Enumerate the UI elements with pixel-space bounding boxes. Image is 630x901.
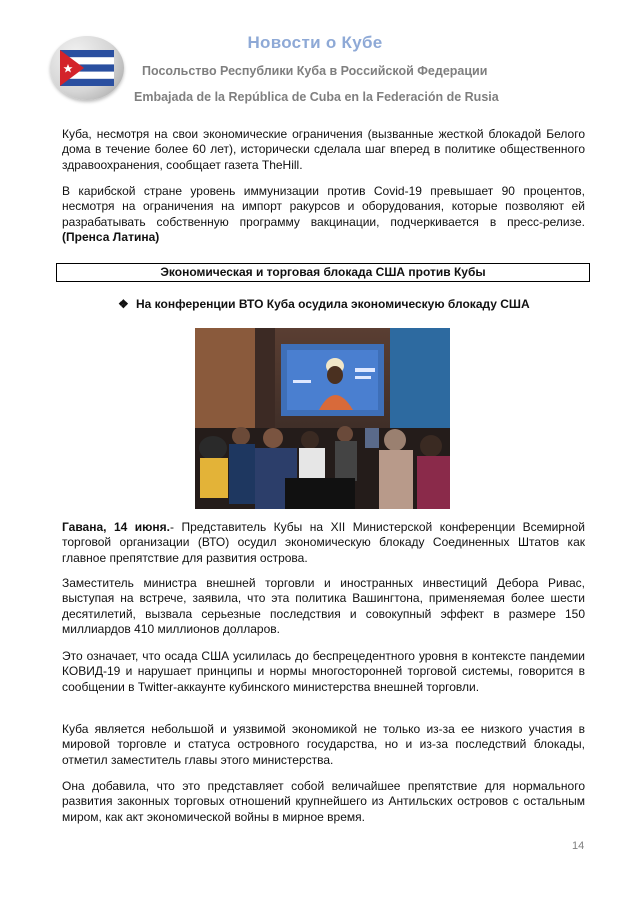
conference-photo xyxy=(195,328,450,509)
article-lead xyxy=(62,520,585,566)
section-banner: Экономическая и торговая блокада США против Кубы xyxy=(56,263,590,282)
bullet-headline xyxy=(118,297,530,311)
article-paragraph: Куба является небольшой и уязвимой экономикой не только из-за ее низкого участия в мировой торговле и статуса островного государства, но и из-за последствий блокады, отметил заместитель главы этого министерства. xyxy=(62,722,585,767)
embassy-name-ru: Посольство Республики Куба в Российской Федерации xyxy=(142,64,488,78)
page-number: 14 xyxy=(572,840,585,852)
article-paragraph: Заместитель министра внешней торговли и иностранных инвестиций Дебора Ривас, выступая на встрече, заявила, что эта политика Вашингтона, применяемая более шести десятилетий, вызвала серьезные последствия и совокупный эффект в размере 150 миллиардов 410 миллионов долларов. xyxy=(62,576,585,636)
page-header xyxy=(0,0,630,115)
paragraph-immunization-text: В карибской стране уровень иммунизации против Covid-19 превышает 90 процентов, несмотря на ограничения на импорт ракурсов и оборудования, которые позволяют ей разрабатывать собственную программу вакцинации, подчеркивается в пресс-релизе. xyxy=(62,184,585,229)
article-paragraph: Это означает, что осада США усилилась до беспрецедентного уровня в контексте пандемии КОВИД-19 и нарушает принципы и нормы многосторонней торговой системы, говорится в сообщении в Twitter-аккаунте кубинского министерства внешней торговли. xyxy=(62,649,585,694)
embassy-name-es: Embajada de la República de Cuba en la Federación de Rusia xyxy=(134,90,499,104)
paragraph-health-policy: Куба, несмотря на свои экономические ограничения (вызванные жесткой блокадой Белого дома в течение более 60 лет), исторически сделала шаг вперед в политике общественного здравоохранения, сообщает газета TheHill. xyxy=(62,127,585,172)
diamond-bullet-icon: ❖ xyxy=(118,297,129,311)
headline-text: На конференции ВТО Куба осудила экономическую блокаду США xyxy=(136,297,530,311)
article-dateline: Гавана, 14 июня. xyxy=(62,520,170,534)
article-paragraph: Она добавила, что это представляет собой величайшее препятствие для нормального развития законных торговых отношений крупнейшего из Антильских островов с остальным миром, как акт экономической войны в мирное время. xyxy=(62,779,585,824)
source-label: (Пренса Латина) xyxy=(62,229,160,244)
newsletter-title: Новости о Кубе xyxy=(247,33,383,52)
paragraph-immunization xyxy=(62,184,585,245)
article-lead-text: - Представитель Кубы на XII Министерской конференции Всемирной торговой организации (ВТО) осудил экономическую блокаду Соединенных Штатов как главное препятствие для развития острова. xyxy=(62,520,585,565)
